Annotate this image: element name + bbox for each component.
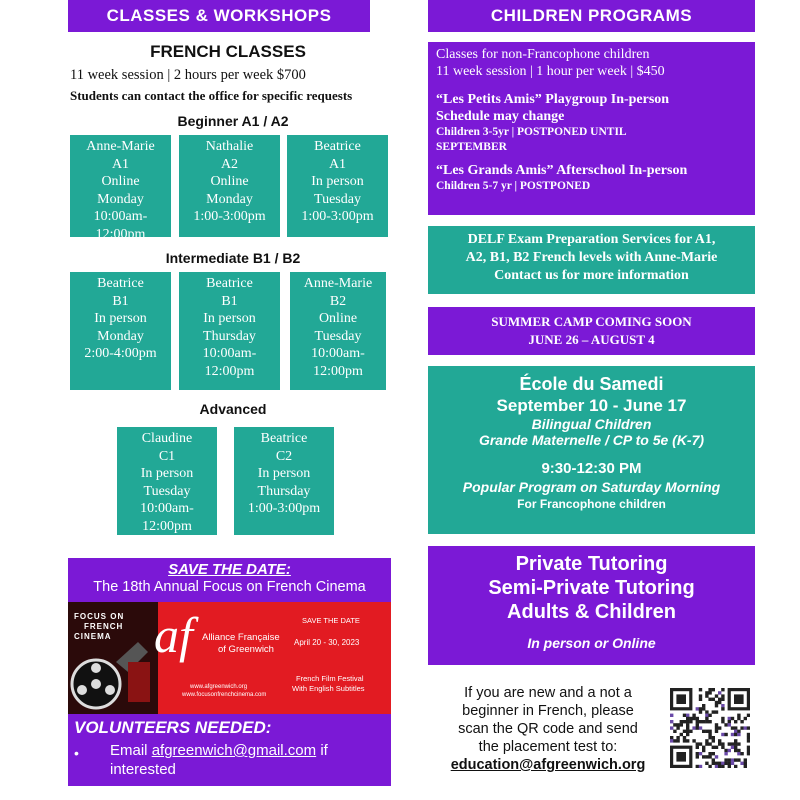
class-card-line: Online — [101, 174, 140, 189]
header-children-programs: CHILDREN PROGRAMS — [428, 0, 755, 32]
class-card-line: 10:00am- — [311, 346, 365, 361]
class-card-line: Tuesday — [314, 191, 361, 207]
children-line2: 11 week session | 1 hour per week | $450 — [436, 64, 665, 79]
ecole-bilingual: Bilingual Children — [531, 416, 652, 432]
class-card-line: Anne-Marie — [303, 276, 373, 291]
class-card-line: Tuesday — [143, 483, 191, 499]
class-card-line: Monday — [97, 191, 144, 207]
french-classes-session: 11 week session | 2 hours per week $700 — [70, 67, 306, 83]
class-card-line: A1 — [328, 156, 347, 172]
class-card-beatrice-c2 — [232, 425, 336, 537]
class-card-line: Beatrice — [97, 276, 144, 291]
class-card-line: 12:00pm — [142, 518, 192, 534]
placement-text — [430, 684, 666, 774]
banner-festival-line2: With English Subtitles — [292, 684, 365, 693]
delf-line1: DELF Exam Preparation Services for A1, — [467, 232, 716, 247]
qr-code-icon[interactable] — [670, 688, 750, 768]
cinema-banner — [68, 602, 391, 714]
banner-url1: www.afgreenwich.org — [190, 684, 248, 690]
class-card-line: In person — [311, 174, 364, 189]
tutoring-line4: In person or Online — [527, 635, 656, 651]
class-card-line: B2 — [329, 293, 347, 309]
ecole-panel — [428, 366, 755, 534]
volunteers-title: VOLUNTEERS NEEDED: — [74, 718, 272, 737]
summer-camp-panel — [428, 307, 755, 355]
delf-line2: A2, B1, B2 French levels with Anne-Marie — [465, 250, 718, 265]
class-card-beatrice-a1 — [285, 133, 390, 239]
ecole-francophone: For Francophone children — [517, 497, 666, 511]
banner-save-the-date: SAVE THE DATE — [302, 616, 360, 625]
ecole-time: 9:30-12:30 PM — [541, 460, 642, 477]
class-card-line: Online — [210, 174, 249, 189]
class-card-line: Beatrice — [314, 139, 361, 154]
save-the-date-panel — [68, 558, 391, 602]
banner-dates: April 20 - 30, 2023 — [294, 638, 360, 647]
petits-schedule: Schedule may change — [436, 109, 565, 124]
volunteers-email-link[interactable]: afgreenwich@gmail.com — [151, 742, 317, 759]
beginner-heading: Beginner A1 / A2 — [177, 113, 289, 129]
petits-detail2: SEPTEMBER — [436, 141, 507, 153]
french-classes-title: FRENCH CLASSES — [150, 42, 306, 61]
banner-logo-line2: FRENCH — [84, 622, 124, 631]
volunteers-email-suffix: if — [316, 742, 328, 759]
banner-festival-line1: French Film Festival — [296, 674, 364, 683]
children-programs-panel — [428, 42, 755, 215]
banner-url2: www.focusonfrenchcinema.com — [182, 692, 267, 698]
class-card-line: Beatrice — [260, 431, 308, 446]
class-card-line: In person — [203, 311, 256, 326]
class-card-anne-marie-a1 — [68, 133, 173, 242]
ecole-title: École du Samedi — [519, 374, 664, 394]
ecole-dates: September 10 - June 17 — [496, 396, 687, 415]
banner-logo-line1: FOCUS ON — [74, 612, 125, 621]
class-card-line: B1 — [112, 293, 129, 309]
placement-email-link[interactable]: education@afgreenwich.org — [450, 757, 646, 773]
banner-logo-line3: CINEMA — [74, 632, 112, 641]
summer-line1: SUMMER CAMP COMING SOON — [491, 314, 692, 329]
delf-panel — [428, 226, 755, 294]
class-card-claudine-c1 — [115, 425, 219, 537]
volunteers-email-line — [110, 742, 328, 759]
petits-title: “Les Petits Amis” Playgroup In-person — [436, 92, 670, 107]
af-name-line2: of Greenwich — [218, 644, 274, 655]
af-logo: af — [154, 607, 193, 663]
class-card-line: Claudine — [141, 431, 193, 446]
class-card-line: Tuesday — [314, 328, 362, 344]
placement-line1: If you are new and a not a — [464, 685, 632, 701]
ecole-popular: Popular Program on Saturday Morning — [462, 479, 721, 495]
tutoring-line3: Adults & Children — [507, 601, 676, 623]
volunteers-bullet: • — [74, 745, 79, 761]
save-the-date-subtitle: The 18th Annual Focus on French Cinema — [93, 579, 366, 595]
class-card-nathalie-a2 — [177, 133, 282, 239]
tutoring-line2: Semi-Private Tutoring — [488, 577, 695, 599]
placement-line4: the placement test to: — [478, 739, 618, 755]
class-card-line: Online — [318, 311, 358, 326]
class-card-line: Anne-Marie — [86, 139, 155, 154]
class-card-beatrice-b1-monday — [68, 270, 173, 392]
advanced-heading: Advanced — [199, 401, 267, 417]
class-card-line: In person — [140, 466, 194, 481]
class-card-line: Nathalie — [205, 139, 254, 154]
class-card-line: C1 — [158, 448, 176, 464]
french-classes-note: Students can contact the office for specific requests — [70, 88, 353, 103]
delf-line3: Contact us for more information — [494, 268, 689, 283]
class-card-line: Monday — [97, 328, 144, 344]
class-card-line: Beatrice — [206, 276, 253, 291]
class-card-line: B1 — [221, 293, 238, 309]
petits-detail1: Children 3-5yr | POSTPONED UNTIL — [436, 126, 627, 138]
header-classes-workshops: CLASSES & WORKSHOPS — [68, 0, 370, 32]
class-card-line: 12:00pm — [95, 226, 146, 242]
children-line1: Classes for non-Francophone children — [436, 47, 650, 62]
class-card-line: Thursday — [203, 328, 256, 344]
placement-line3: scan the QR code and send — [458, 721, 638, 737]
grands-detail: Children 5-7 yr | POSTPONED — [436, 180, 591, 192]
tutoring-line1: Private Tutoring — [515, 553, 668, 575]
grands-title: “Les Grands Amis” Afterschool In-person — [436, 163, 688, 178]
class-card-line: 1:00-3:00pm — [193, 209, 266, 224]
summer-line2: JUNE 26 – AUGUST 4 — [528, 332, 655, 347]
class-card-line: 1:00-3:00pm — [301, 209, 374, 224]
tutoring-panel — [428, 546, 755, 665]
class-card-line: A2 — [220, 156, 239, 172]
class-card-line: 10:00am- — [140, 501, 194, 516]
class-card-line: In person — [257, 466, 311, 481]
class-card-line: A1 — [111, 156, 130, 172]
class-card-line: 10:00am- — [202, 346, 257, 361]
volunteers-panel — [68, 714, 391, 786]
class-card-line: In person — [94, 311, 147, 326]
save-the-date-title: SAVE THE DATE: — [168, 561, 291, 578]
class-card-line: 10:00am- — [93, 209, 148, 224]
placement-line2: beginner in French, please — [462, 703, 634, 719]
class-card-line: Thursday — [257, 483, 311, 499]
class-card-anne-marie-b2 — [288, 270, 388, 392]
volunteers-email-prefix: Email — [110, 742, 152, 759]
class-card-line: 12:00pm — [313, 363, 363, 379]
class-card-line: Monday — [206, 191, 253, 207]
af-name-line1: Alliance Française — [202, 632, 280, 643]
intermediate-heading: Intermediate B1 / B2 — [165, 250, 301, 266]
class-card-line: C2 — [275, 448, 293, 464]
class-card-line: 12:00pm — [204, 363, 255, 379]
volunteers-line2: interested — [110, 761, 176, 778]
class-card-line: 1:00-3:00pm — [247, 501, 321, 516]
ecole-grades: Grande Maternelle / CP to 5e (K-7) — [478, 432, 705, 448]
class-card-beatrice-b1-thursday — [177, 270, 282, 392]
class-card-line: 2:00-4:00pm — [84, 346, 157, 361]
